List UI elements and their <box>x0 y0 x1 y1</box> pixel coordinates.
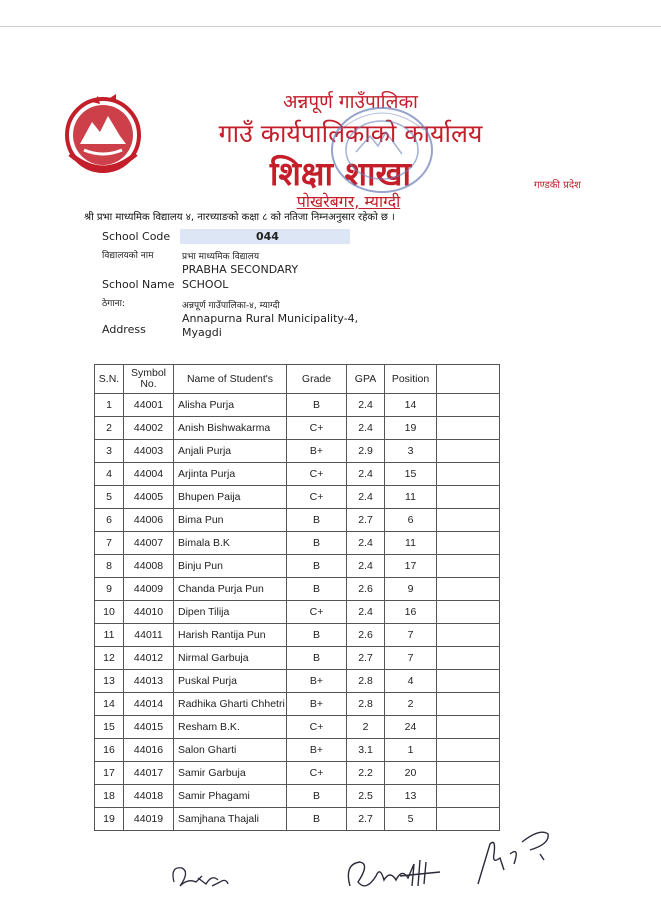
cell-blank <box>437 670 500 693</box>
cell-symbol: 44016 <box>124 739 174 762</box>
table-row <box>95 785 500 808</box>
table-row <box>95 417 500 440</box>
cell-grade: C+ <box>287 417 347 440</box>
table-row <box>95 739 500 762</box>
cell-grade: C+ <box>287 463 347 486</box>
cell-symbol: 44018 <box>124 785 174 808</box>
table-row <box>95 693 500 716</box>
cell-position: 17 <box>385 555 437 578</box>
table-row <box>95 624 500 647</box>
office-stamp <box>326 100 438 198</box>
table-row <box>95 670 500 693</box>
cell-blank <box>437 440 500 463</box>
cell-position: 19 <box>385 417 437 440</box>
cell-symbol: 44004 <box>124 463 174 486</box>
cell-sn: 15 <box>95 716 124 739</box>
cell-symbol: 44008 <box>124 555 174 578</box>
cell-gpa: 2 <box>347 716 385 739</box>
cell-gpa: 2.4 <box>347 486 385 509</box>
table-row <box>95 509 500 532</box>
cell-gpa: 2.4 <box>347 601 385 624</box>
cell-symbol: 44001 <box>124 394 174 417</box>
cell-position: 15 <box>385 463 437 486</box>
cell-gpa: 2.8 <box>347 670 385 693</box>
cell-name: Chanda Purja Pun <box>174 578 287 601</box>
cell-symbol: 44005 <box>124 486 174 509</box>
cell-position: 11 <box>385 486 437 509</box>
cell-sn: 2 <box>95 417 124 440</box>
school-name-label-en: School Name <box>102 278 175 291</box>
address-label-np: ठेगाना: <box>102 299 125 309</box>
cell-name: Resham B.K. <box>174 716 287 739</box>
cell-gpa: 2.5 <box>347 785 385 808</box>
cell-blank <box>437 739 500 762</box>
header-gpa: GPA <box>347 365 385 394</box>
cell-position: 13 <box>385 785 437 808</box>
cell-name: Arjinta Purja <box>174 463 287 486</box>
address-value-en-1: Annapurna Rural Municipality-4, <box>182 312 359 325</box>
cell-gpa: 2.4 <box>347 394 385 417</box>
cell-position: 6 <box>385 509 437 532</box>
cell-position: 7 <box>385 624 437 647</box>
cell-grade: C+ <box>287 486 347 509</box>
cell-gpa: 2.4 <box>347 532 385 555</box>
address-value-en-2: Myagdi <box>182 326 222 339</box>
table-row <box>95 440 500 463</box>
cell-symbol: 44019 <box>124 808 174 831</box>
address-label-en: Address <box>102 323 146 336</box>
header-grade: Grade <box>287 365 347 394</box>
cell-blank <box>437 555 500 578</box>
cell-position: 5 <box>385 808 437 831</box>
school-code-label: School Code <box>102 230 171 243</box>
cell-grade: B <box>287 555 347 578</box>
cell-position: 11 <box>385 532 437 555</box>
cell-name: Bimala B.K <box>174 532 287 555</box>
signature-1 <box>168 856 238 896</box>
header-symbol-line2: No. <box>140 378 157 390</box>
cell-name: Samir Phagami <box>174 785 287 808</box>
cell-symbol: 44017 <box>124 762 174 785</box>
cell-sn: 7 <box>95 532 124 555</box>
cell-sn: 6 <box>95 509 124 532</box>
table-row <box>95 647 500 670</box>
cell-grade: B <box>287 394 347 417</box>
cell-grade: B <box>287 785 347 808</box>
cell-sn: 11 <box>95 624 124 647</box>
cell-blank <box>437 486 500 509</box>
cell-blank <box>437 762 500 785</box>
school-code-value: 044 <box>256 230 279 243</box>
cell-name: Binju Pun <box>174 555 287 578</box>
cell-grade: C+ <box>287 716 347 739</box>
cell-gpa: 2.4 <box>347 463 385 486</box>
header-sn: S.N. <box>95 365 124 394</box>
cell-name: Samir Garbuja <box>174 762 287 785</box>
cell-name: Anjali Purja <box>174 440 287 463</box>
cell-gpa: 2.6 <box>347 578 385 601</box>
cell-gpa: 2.9 <box>347 440 385 463</box>
cell-blank <box>437 647 500 670</box>
cell-position: 1 <box>385 739 437 762</box>
address-value-np: अन्नपूर्ण गाउँपालिका-४, म्याग्दी <box>182 301 280 311</box>
cell-grade: B <box>287 624 347 647</box>
cell-blank <box>437 693 500 716</box>
cell-grade: C+ <box>287 762 347 785</box>
cell-gpa: 3.1 <box>347 739 385 762</box>
cell-sn: 1 <box>95 394 124 417</box>
cell-symbol: 44006 <box>124 509 174 532</box>
cell-blank <box>437 509 500 532</box>
table-header-row <box>95 365 500 394</box>
cell-blank <box>437 624 500 647</box>
cell-name: Radhika Gharti Chhetri <box>174 693 287 716</box>
cell-gpa: 2.8 <box>347 693 385 716</box>
cell-blank <box>437 578 500 601</box>
cell-sn: 4 <box>95 463 124 486</box>
cell-blank <box>437 785 500 808</box>
cell-name: Puskal Purja <box>174 670 287 693</box>
table-row <box>95 578 500 601</box>
cell-symbol: 44007 <box>124 532 174 555</box>
cell-symbol: 44009 <box>124 578 174 601</box>
cell-name: Samjhana Thajali <box>174 808 287 831</box>
table-row <box>95 463 500 486</box>
cell-position: 16 <box>385 601 437 624</box>
table-row <box>95 486 500 509</box>
results-table <box>94 364 500 831</box>
municipality-name: अन्नपूर्ण गाउँपालिका <box>283 91 418 113</box>
table-row <box>95 808 500 831</box>
cell-position: 2 <box>385 693 437 716</box>
cell-blank <box>437 417 500 440</box>
province-name: गण्डकी प्रदेश <box>534 180 581 191</box>
table-row <box>95 601 500 624</box>
cell-name: Dipen Tilija <box>174 601 287 624</box>
school-name-label-np: विद्यालयको नाम <box>102 251 154 261</box>
cell-blank <box>437 463 500 486</box>
cell-name: Anish Bishwakarma <box>174 417 287 440</box>
cell-name: Nirmal Garbuja <box>174 647 287 670</box>
table-row <box>95 394 500 417</box>
cell-sn: 19 <box>95 808 124 831</box>
school-name-value-en-2: SCHOOL <box>182 278 229 291</box>
header-symbol <box>124 365 174 394</box>
cell-position: 4 <box>385 670 437 693</box>
cell-symbol: 44015 <box>124 716 174 739</box>
cell-gpa: 2.4 <box>347 555 385 578</box>
signature-2 <box>340 846 450 904</box>
cell-blank <box>437 601 500 624</box>
cell-sn: 16 <box>95 739 124 762</box>
cell-sn: 18 <box>95 785 124 808</box>
cell-grade: B <box>287 808 347 831</box>
cell-grade: B+ <box>287 670 347 693</box>
cell-position: 14 <box>385 394 437 417</box>
cell-grade: C+ <box>287 601 347 624</box>
cell-grade: B <box>287 578 347 601</box>
table-row <box>95 555 500 578</box>
cell-symbol: 44002 <box>124 417 174 440</box>
section-name: शिक्षा शाखा <box>269 154 412 193</box>
cell-name: Harish Rantija Pun <box>174 624 287 647</box>
school-name-value-np: प्रभा माध्यमिक विद्यालय <box>182 252 260 262</box>
cell-symbol: 44013 <box>124 670 174 693</box>
header-name: Name of Student's <box>174 365 287 394</box>
school-name-value-en-1: PRABHA SECONDARY <box>182 263 299 276</box>
cell-grade: B <box>287 647 347 670</box>
cell-name: Salon Gharti <box>174 739 287 762</box>
cell-sn: 10 <box>95 601 124 624</box>
cell-blank <box>437 716 500 739</box>
cell-gpa: 2.7 <box>347 647 385 670</box>
table-row <box>95 716 500 739</box>
cell-position: 20 <box>385 762 437 785</box>
cell-grade: B+ <box>287 440 347 463</box>
intro-statement: श्री प्रभा माध्यमिक विद्यालय ४, नारच्याङको कक्षा ८ को नतिजा निम्नअनुसार रहेको छ । <box>84 212 395 223</box>
cell-blank <box>437 394 500 417</box>
office-location: पोखरेबगर, म्याग्दी <box>296 192 401 211</box>
header-blank <box>437 365 500 394</box>
table-row <box>95 762 500 785</box>
cell-blank <box>437 532 500 555</box>
cell-symbol: 44010 <box>124 601 174 624</box>
cell-sn: 8 <box>95 555 124 578</box>
header-position: Position <box>385 365 437 394</box>
cell-position: 7 <box>385 647 437 670</box>
cell-symbol: 44012 <box>124 647 174 670</box>
cell-grade: B+ <box>287 739 347 762</box>
office-name: गाउँ कार्यपालिकाको कार्यालय <box>218 119 483 148</box>
cell-gpa: 2.7 <box>347 509 385 532</box>
cell-symbol: 44003 <box>124 440 174 463</box>
cell-name: Bima Pun <box>174 509 287 532</box>
cell-sn: 17 <box>95 762 124 785</box>
cell-position: 9 <box>385 578 437 601</box>
cell-grade: B <box>287 509 347 532</box>
cell-gpa: 2.2 <box>347 762 385 785</box>
cell-grade: B <box>287 532 347 555</box>
cell-gpa: 2.7 <box>347 808 385 831</box>
header-symbol-line1: Symbol <box>130 367 166 379</box>
cell-gpa: 2.4 <box>347 417 385 440</box>
cell-sn: 3 <box>95 440 124 463</box>
cell-position: 3 <box>385 440 437 463</box>
cell-name: Alisha Purja <box>174 394 287 417</box>
cell-sn: 14 <box>95 693 124 716</box>
cell-name: Bhupen Paija <box>174 486 287 509</box>
cell-symbol: 44014 <box>124 693 174 716</box>
page-top-rule <box>0 26 661 27</box>
cell-sn: 9 <box>95 578 124 601</box>
cell-sn: 13 <box>95 670 124 693</box>
table-row <box>95 532 500 555</box>
cell-position: 24 <box>385 716 437 739</box>
cell-sn: 12 <box>95 647 124 670</box>
cell-sn: 5 <box>95 486 124 509</box>
cell-grade: B+ <box>287 693 347 716</box>
cell-symbol: 44011 <box>124 624 174 647</box>
cell-gpa: 2.6 <box>347 624 385 647</box>
signature-3 <box>470 824 570 890</box>
